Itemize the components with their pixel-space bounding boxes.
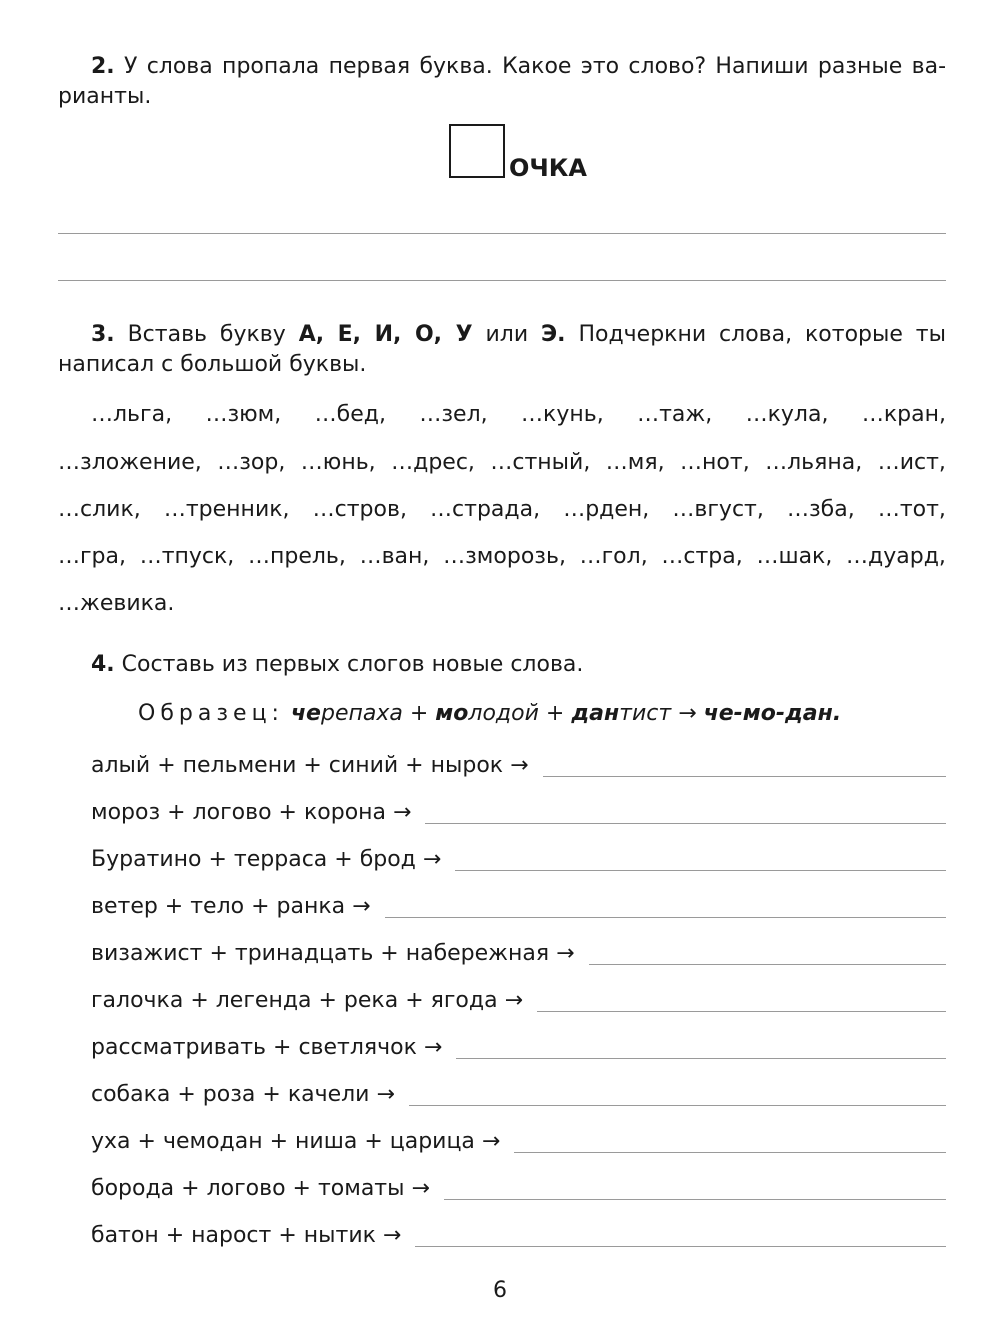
exercise-4-instruction — [58, 650, 946, 680]
word-blank[interactable]: …стра, — [661, 544, 743, 569]
fill-row-3 — [58, 495, 946, 525]
word-blank[interactable]: …бед, — [314, 402, 386, 427]
exercise-3-text-after: Подчеркни слова, которые ты написал с большой буквы. — [58, 322, 946, 377]
task-text: батон + нарост + нытик → — [91, 1223, 402, 1248]
word-ending: ОЧКА — [509, 154, 587, 182]
task-text: собака + роза + качели → — [91, 1082, 395, 1107]
missing-letter-puzzle — [449, 124, 587, 182]
exercise-3-letter-last: Э. — [541, 322, 566, 347]
answer-line-2[interactable] — [58, 280, 946, 281]
fill-row-5 — [58, 589, 946, 619]
word-blank[interactable]: …кула, — [745, 402, 829, 427]
task-answer-line[interactable] — [537, 1010, 946, 1012]
word-blank[interactable]: …зморозь, — [443, 544, 566, 569]
word-blank[interactable]: …вгуст, — [672, 497, 764, 522]
word-blank[interactable]: …зюм, — [205, 402, 282, 427]
sample-arrow: → — [678, 701, 697, 726]
fill-row-4 — [58, 542, 946, 572]
page-number: 6 — [493, 1278, 507, 1303]
task-answer-line[interactable] — [415, 1245, 946, 1247]
answer-line-1[interactable] — [58, 233, 946, 234]
word-blank[interactable]: …нот, — [680, 450, 750, 475]
task-answer-line[interactable] — [444, 1198, 946, 1200]
word-blank[interactable]: …тпуск, — [139, 544, 235, 569]
word-blank[interactable]: …льга, — [91, 402, 173, 427]
task-text: алый + пельмени + синий + нырок → — [91, 753, 529, 778]
exercise-2-instruction — [58, 52, 946, 112]
word-blank[interactable]: …рден, — [563, 497, 650, 522]
exercise-2-number: 2. — [91, 54, 115, 79]
exercise-3-text-before: Вставь букву — [127, 322, 299, 347]
word-blank[interactable]: …жевика. — [58, 591, 175, 616]
word-blank[interactable]: …зба, — [786, 497, 855, 522]
word-blank[interactable]: …мя, — [605, 450, 665, 475]
word-blank[interactable]: …кран, — [861, 402, 946, 427]
exercise-4-text: Составь из первых слогов новые слова. — [121, 652, 584, 677]
task-row-4 — [91, 892, 946, 922]
task-answer-line[interactable] — [589, 963, 946, 965]
word-blank[interactable]: …дуард, — [846, 544, 946, 569]
fill-row-1 — [58, 400, 946, 430]
task-text: мороз + логово + корона → — [91, 800, 412, 825]
task-row-9 — [91, 1127, 946, 1157]
word-blank[interactable]: …слик, — [58, 497, 141, 522]
task-row-1 — [91, 751, 946, 781]
word-blank[interactable]: …ист, — [877, 450, 946, 475]
task-text: борода + логово + томаты → — [91, 1176, 430, 1201]
sample-syllable-3: дан — [571, 701, 620, 726]
task-row-3 — [91, 845, 946, 875]
exercise-3-instruction — [58, 320, 946, 380]
task-answer-line[interactable] — [425, 822, 946, 824]
word-blank[interactable]: …тренник, — [163, 497, 290, 522]
word-blank[interactable]: …таж, — [637, 402, 713, 427]
exercise-3-letters: А, Е, И, О, У — [298, 322, 473, 347]
word-blank[interactable]: …гра, — [58, 544, 126, 569]
task-row-2 — [91, 798, 946, 828]
sample-syllable-1: че — [290, 701, 321, 726]
task-row-5 — [91, 939, 946, 969]
task-row-8 — [91, 1080, 946, 1110]
sample-word-3-rest: тист — [619, 701, 672, 726]
sample-line — [138, 699, 841, 729]
task-answer-line[interactable] — [385, 916, 946, 918]
sample-result: че-мо-дан. — [703, 701, 842, 726]
sample-word-2-rest: лодой — [468, 701, 539, 726]
task-answer-line[interactable] — [543, 775, 947, 777]
word-blank[interactable]: …зел, — [419, 402, 488, 427]
task-answer-line[interactable] — [514, 1151, 946, 1153]
task-row-11 — [91, 1221, 946, 1251]
task-text: ветер + тело + ранка → — [91, 894, 371, 919]
sample-plus: + — [545, 701, 565, 726]
word-blank[interactable]: …прель, — [247, 544, 346, 569]
sample-syllable-2: мо — [435, 701, 469, 726]
exercise-2-text: У слова пропала первая буква. Какое это слово? Напиши разные варианты. — [58, 54, 947, 109]
task-row-10 — [91, 1174, 946, 1204]
exercise-3-number: 3. — [91, 322, 115, 347]
word-blank[interactable]: …страда, — [430, 497, 541, 522]
task-answer-line[interactable] — [409, 1104, 946, 1106]
task-answer-line[interactable] — [456, 1057, 946, 1059]
task-row-7 — [91, 1033, 946, 1063]
fill-row-2 — [58, 448, 946, 478]
exercise-3-text-or: или — [472, 322, 542, 347]
task-text: рассматривать + светлячок → — [91, 1035, 443, 1060]
missing-letter-box[interactable] — [449, 124, 505, 178]
word-blank[interactable]: …кунь, — [521, 402, 604, 427]
word-blank[interactable]: …зор, — [217, 450, 286, 475]
word-blank[interactable]: …гол, — [579, 544, 648, 569]
sample-label: Образец: — [138, 701, 284, 726]
word-blank[interactable]: …стный, — [490, 450, 591, 475]
task-text: галочка + легенда + река + ягода → — [91, 988, 523, 1013]
word-blank[interactable]: …шак, — [756, 544, 833, 569]
exercise-4-number: 4. — [91, 652, 115, 677]
sample-word-1-rest: репаха — [320, 701, 403, 726]
task-answer-line[interactable] — [455, 869, 946, 871]
task-text: визажист + тринадцать + набережная → — [91, 941, 575, 966]
word-blank[interactable]: …юнь, — [300, 450, 376, 475]
sample-plus: + — [409, 701, 429, 726]
word-blank[interactable]: …льяна, — [765, 450, 863, 475]
word-blank[interactable]: …стров, — [312, 497, 407, 522]
word-blank[interactable]: …зложение, — [58, 450, 202, 475]
task-text: Буратино + терраса + брод → — [91, 847, 442, 872]
task-text: уха + чемодан + ниша + царица → — [91, 1129, 501, 1154]
word-blank[interactable]: …тот, — [877, 497, 946, 522]
word-blank[interactable]: …дрес, — [391, 450, 475, 475]
word-blank[interactable]: …ван, — [359, 544, 430, 569]
task-row-6 — [91, 986, 946, 1016]
